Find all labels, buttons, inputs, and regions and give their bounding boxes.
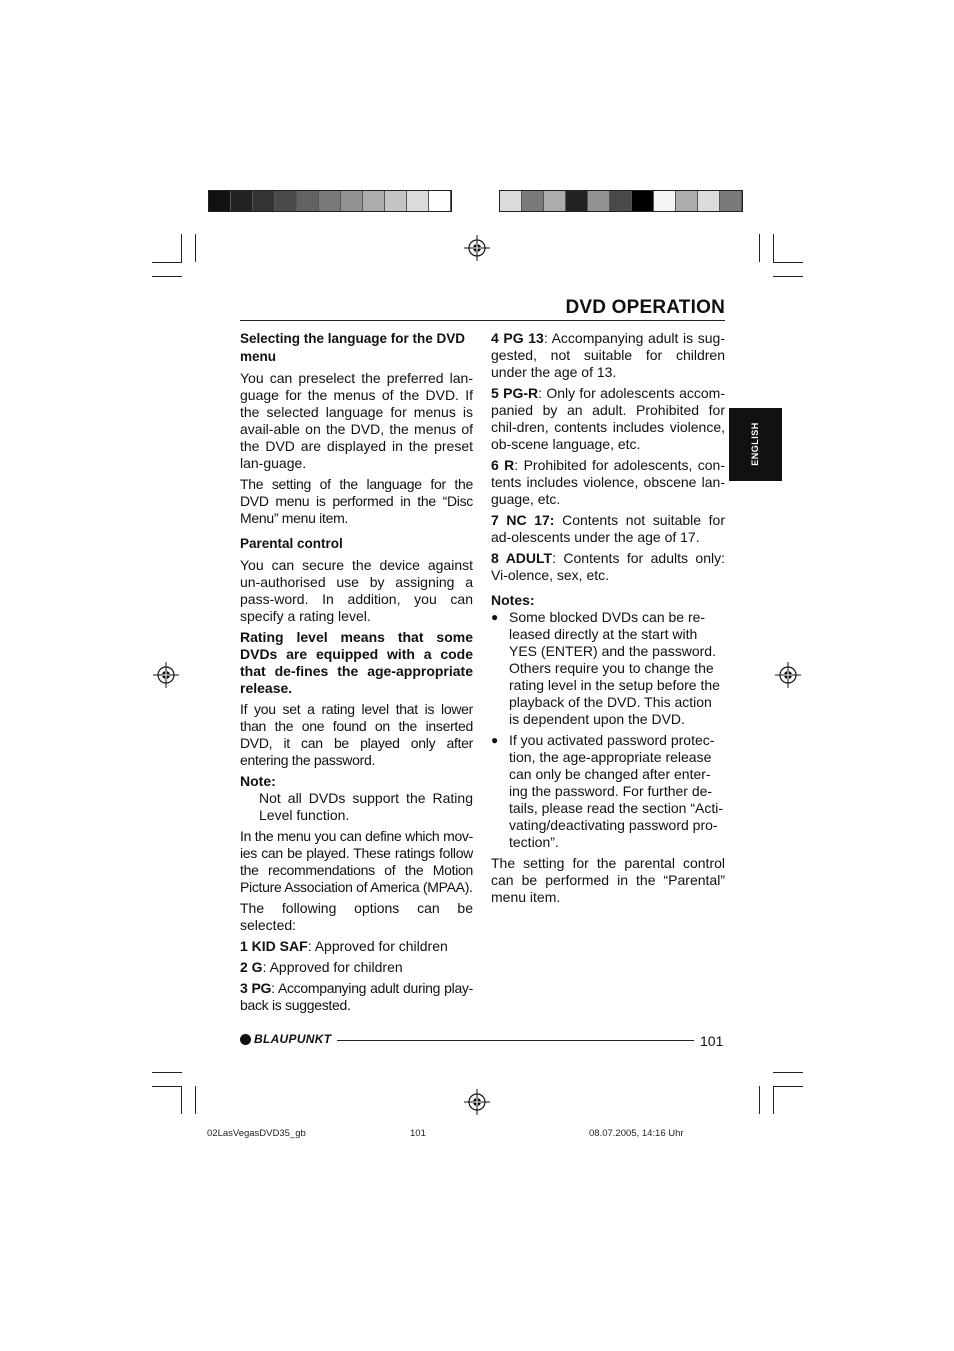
rating-label: 6 R bbox=[491, 457, 515, 473]
logo-dot-icon bbox=[240, 1034, 251, 1045]
list-item bbox=[491, 609, 725, 728]
crop-mark bbox=[181, 1086, 182, 1114]
rating-text: : Contents for adults only: Vi-olence, sex, etc. bbox=[491, 550, 725, 583]
color-bar-right bbox=[499, 190, 743, 212]
color-swatch bbox=[385, 191, 407, 211]
title-rule bbox=[240, 320, 725, 321]
rating-item bbox=[491, 512, 725, 546]
color-swatch bbox=[610, 191, 632, 211]
paragraph: The following options can be selected: bbox=[240, 900, 473, 933]
crop-mark bbox=[773, 1086, 774, 1114]
crop-mark bbox=[152, 1072, 182, 1073]
brand-name: BLAUPUNKT bbox=[254, 1032, 332, 1046]
bullet-icon: ● bbox=[491, 733, 499, 747]
footer-rule bbox=[337, 1040, 694, 1041]
rating-item bbox=[240, 959, 473, 976]
color-swatch bbox=[407, 191, 429, 211]
color-swatch bbox=[297, 191, 319, 211]
crop-mark bbox=[195, 1086, 196, 1114]
right-column bbox=[491, 330, 725, 910]
rating-item bbox=[491, 330, 725, 381]
section-heading: Parental control bbox=[240, 536, 343, 551]
note-text: Not all DVDs support the Rating Level function. bbox=[259, 790, 473, 823]
rating-label: 4 PG 13 bbox=[491, 330, 544, 346]
crop-mark bbox=[773, 234, 774, 262]
rating-label: 5 PG-R bbox=[491, 385, 539, 401]
rating-label: 3 PG bbox=[240, 980, 272, 996]
color-swatch bbox=[544, 191, 566, 211]
crop-mark bbox=[152, 1086, 182, 1087]
color-swatch bbox=[231, 191, 253, 211]
brand-logo bbox=[240, 1032, 331, 1046]
color-swatch bbox=[720, 191, 742, 211]
slug-page: 101 bbox=[410, 1128, 426, 1139]
color-swatch bbox=[275, 191, 297, 211]
paragraph: You can preselect the preferred lan-guage for the menus of the DVD. If the selected language for menus is avail-able on the DVD, the menus of the DVD are displayed in the preset lan-guage. bbox=[240, 370, 473, 471]
crop-mark bbox=[152, 262, 182, 263]
rating-label: 1 KID SAF bbox=[240, 938, 308, 954]
rating-label: 7 NC 17: bbox=[491, 512, 555, 528]
color-swatch bbox=[500, 191, 522, 211]
color-swatch bbox=[319, 191, 341, 211]
rating-text: : Only for adolescents accom-panied by an adult. Prohibited for chil-dren, contents includes violence, ob-scene language, etc. bbox=[491, 385, 725, 452]
rating-text: : Accompanying adult during play-back is suggested. bbox=[240, 980, 473, 1013]
crop-mark bbox=[152, 276, 182, 277]
bullet-text: If you activated password protec-tion, the age-appropriate release can only be changed after enter-ing the password. For further de-tails, please read the section “Acti-vating/deactivating password pro-tection”. bbox=[509, 732, 723, 850]
paragraph: The setting for the parental control can be performed in the “Parental” menu item. bbox=[491, 855, 725, 905]
rating-text: : Approved for children bbox=[307, 938, 448, 954]
rating-text: : Prohibited for adolescents, con-tents includes violence, obscene lan-guage, etc. bbox=[491, 457, 725, 507]
language-tab bbox=[729, 408, 782, 481]
rating-item bbox=[491, 385, 725, 453]
note-label: Note: bbox=[240, 773, 276, 789]
section-heading: Selecting the language for the DVD menu bbox=[240, 331, 466, 364]
crop-mark bbox=[759, 1086, 760, 1114]
paragraph: The setting of the language for the DVD menu is performed in the “Disc Menu” menu item. bbox=[240, 476, 473, 526]
color-swatch bbox=[588, 191, 610, 211]
color-swatch bbox=[363, 191, 385, 211]
color-swatch bbox=[429, 191, 451, 211]
color-swatch bbox=[654, 191, 676, 211]
registration-mark-icon bbox=[775, 662, 801, 688]
rating-item bbox=[491, 550, 725, 584]
color-bar-left bbox=[208, 190, 452, 212]
slug-filename: 02LasVegasDVD35_gb bbox=[207, 1128, 306, 1139]
rating-item bbox=[491, 457, 725, 508]
color-swatch bbox=[566, 191, 588, 211]
language-tab-label: ENGLISH bbox=[750, 422, 760, 466]
paragraph-bold: Rating level means that some DVDs are equipped with a code that de-fines the age-appropriate release. bbox=[240, 629, 473, 696]
rating-item bbox=[240, 980, 473, 1014]
rating-item bbox=[240, 938, 473, 955]
color-swatch bbox=[341, 191, 363, 211]
page-title: DVD OPERATION bbox=[565, 297, 725, 318]
rating-text: Contents not suitable for ad-olescents under the age of 17. bbox=[491, 512, 725, 545]
crop-mark bbox=[773, 276, 803, 277]
paragraph: If you set a rating level that is lower than the one found on the inserted DVD, it can be played only after entering the password. bbox=[240, 701, 473, 768]
bullet-icon: ● bbox=[491, 610, 499, 624]
rating-label: 2 G bbox=[240, 959, 263, 975]
page-number: 101 bbox=[700, 1033, 724, 1049]
color-swatch bbox=[522, 191, 544, 211]
crop-mark bbox=[773, 1072, 803, 1073]
rating-text: : Approved for children bbox=[262, 959, 403, 975]
bullet-text: Some blocked DVDs can be re-leased directly at the start with YES (ENTER) and the password. Others require you to change the rating level in the setup before the playback of the DVD. This action is dependent upon the DVD. bbox=[509, 609, 720, 727]
color-swatch bbox=[676, 191, 698, 211]
color-swatch bbox=[632, 191, 654, 211]
left-column bbox=[240, 330, 473, 1018]
color-swatch bbox=[209, 191, 231, 211]
registration-mark-icon bbox=[153, 662, 179, 688]
notes-label: Notes: bbox=[491, 592, 535, 608]
crop-mark bbox=[773, 262, 803, 263]
slug-date: 08.07.2005, 14:16 Uhr bbox=[589, 1128, 684, 1139]
rating-label: 8 ADULT bbox=[491, 550, 553, 566]
color-swatch bbox=[698, 191, 720, 211]
paragraph: You can secure the device against un-authorised use by assigning a pass-word. In addition, you can specify a rating level. bbox=[240, 557, 473, 624]
color-swatch bbox=[253, 191, 275, 211]
paragraph: In the menu you can define which mov-ies can be played. These ratings follow the recommendations of the Motion Picture Association of America (MPAA). bbox=[240, 828, 473, 895]
crop-mark bbox=[773, 1086, 803, 1087]
registration-mark-icon bbox=[464, 1089, 490, 1115]
crop-mark bbox=[195, 234, 196, 262]
crop-mark bbox=[759, 234, 760, 262]
crop-mark bbox=[181, 234, 182, 262]
rating-text: : Accompanying adult is sug-gested, not suitable for children under the age of 13. bbox=[491, 330, 725, 380]
list-item bbox=[491, 732, 725, 851]
registration-mark-icon bbox=[464, 235, 490, 261]
